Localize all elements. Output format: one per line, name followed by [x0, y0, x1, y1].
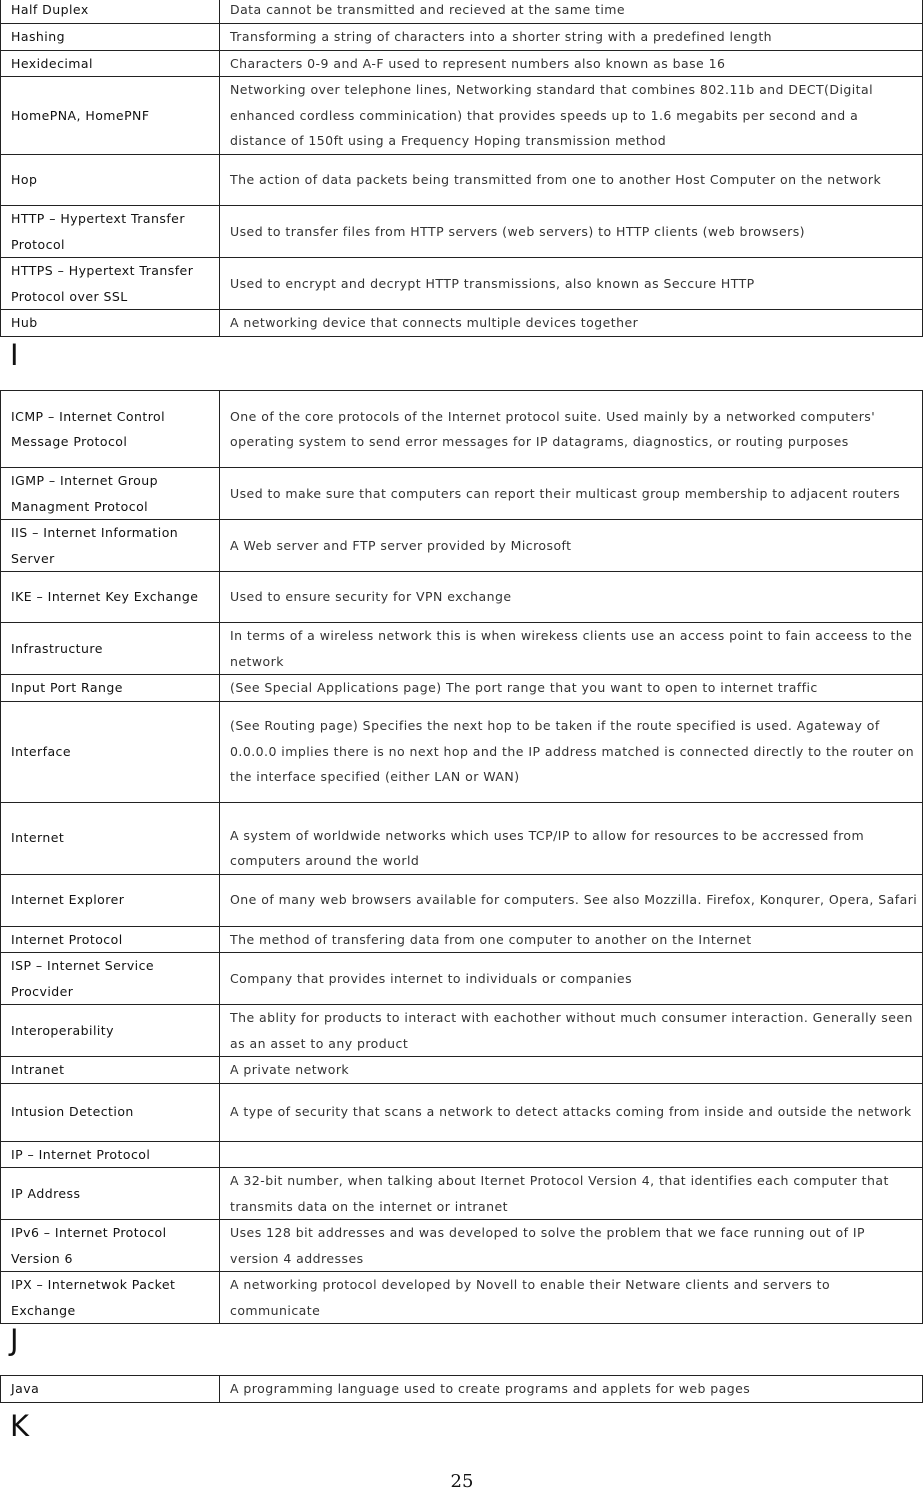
table-row [1, 0, 923, 24]
definition-cell: In terms of a wireless network this is when wirekess clients use an access point to fain acceess to the network [220, 623, 923, 675]
term-cell: Interoperability [1, 1005, 220, 1057]
table-row [1, 1083, 923, 1141]
definition-cell: The ablity for products to interact with eachother without much consumer interaction. Generally seen as an asset to any product [220, 1005, 923, 1057]
term-cell: ISP – Internet Service Procvider [1, 953, 220, 1005]
term-cell: Java [1, 1376, 220, 1403]
definition-cell: One of the core protocols of the Internet protocol suite. Used mainly by a networked computers' operating system to send error messages for IP datagrams, diagnostics, or routing purposes [220, 391, 923, 468]
term-cell: Internet Explorer [1, 874, 220, 926]
term-cell: IIS – Internet Information Server [1, 520, 220, 572]
table-row [1, 874, 923, 926]
definition-cell: Used to transfer files from HTTP servers (web servers) to HTTP clients (web browsers) [220, 206, 923, 258]
term-cell: Intranet [1, 1057, 220, 1084]
table-row [1, 391, 923, 468]
term-cell: IPX – Internetwok Packet Exchange [1, 1272, 220, 1324]
table-row [1, 1057, 923, 1084]
table-row [1, 206, 923, 258]
table-row [1, 926, 923, 953]
term-cell: IGMP – Internet Group Managment Protocol [1, 468, 220, 520]
term-cell: IPv6 – Internet Protocol Version 6 [1, 1220, 220, 1272]
definition-cell: Company that provides internet to individuals or companies [220, 953, 923, 1005]
table-row [1, 802, 923, 874]
term-cell: IP Address [1, 1168, 220, 1220]
definition-cell: Data cannot be transmitted and recieved at the same time [220, 0, 923, 24]
definition-cell: Used to make sure that computers can report their multicast group membership to adjacent routers [220, 468, 923, 520]
definition-cell: A type of security that scans a network to detect attacks coming from inside and outside the network [220, 1083, 923, 1141]
definition-cell: (See Special Applications page) The port range that you want to open to internet traffic [220, 675, 923, 702]
term-cell: HTTP – Hypertext Transfer Protocol [1, 206, 220, 258]
definition-cell: Networking over telephone lines, Networking standard that combines 802.11b and DECT(Digital enhanced cordless comminication) that provides speeds up to 1.6 megabits per second and a distance of 150ft using a Frequency Hoping transmission method [220, 77, 923, 155]
definition-cell: A networking device that connects multiple devices together [220, 310, 923, 337]
definition-cell: A 32-bit number, when talking about Iternet Protocol Version 4, that identifies each computer that transmits data on the internet or intranet [220, 1168, 923, 1220]
section-heading-k: K [10, 1409, 30, 1443]
term-cell: Intusion Detection [1, 1083, 220, 1141]
term-cell: Hashing [1, 24, 220, 51]
definition-cell: The method of transfering data from one computer to another on the Internet [220, 926, 923, 953]
page-number: 25 [450, 1471, 474, 1492]
term-cell: HomePNA, HomePNF [1, 77, 220, 155]
term-cell: Hub [1, 310, 220, 337]
term-cell: Hop [1, 155, 220, 206]
table-row [1, 1220, 923, 1272]
definition-cell [220, 1141, 923, 1168]
table-row [1, 623, 923, 675]
table-row [1, 258, 923, 310]
section-heading-i: I [10, 338, 19, 372]
term-cell: IP – Internet Protocol [1, 1141, 220, 1168]
definition-cell: Uses 128 bit addresses and was developed to solve the problem that we face running out of IP version 4 addresses [220, 1220, 923, 1272]
section-heading-j: J [10, 1323, 19, 1357]
table-row [1, 1272, 923, 1324]
term-cell: Input Port Range [1, 675, 220, 702]
term-cell: ICMP – Internet Control Message Protocol [1, 391, 220, 468]
table-row [1, 310, 923, 337]
glossary-table-j [0, 1375, 923, 1403]
definition-cell: One of many web browsers available for computers. See also Mozzilla. Firefox, Konqurer, Opera, Safari [220, 874, 923, 926]
table-row [1, 520, 923, 572]
definition-cell: (See Routing page) Specifies the next hop to be taken if the route specified is used. Agateway of 0.0.0.0 implies there is no next hop and the IP address matched is connected directly to the router on the interface specified (either LAN or WAN) [220, 701, 923, 802]
table-row [1, 1005, 923, 1057]
table-row [1, 953, 923, 1005]
table-row [1, 24, 923, 51]
glossary-table-h [0, 0, 923, 337]
term-cell: Interface [1, 701, 220, 802]
definition-cell: A system of worldwide networks which uses TCP/IP to allow for resources to be accressed from computers around the world [220, 802, 923, 874]
definition-cell: Characters 0-9 and A-F used to represent numbers also known as base 16 [220, 50, 923, 77]
term-cell: HTTPS – Hypertext Transfer Protocol over SSL [1, 258, 220, 310]
definition-cell: A programming language used to create programs and applets for web pages [220, 1376, 923, 1403]
definition-cell: Used to encrypt and decrypt HTTP transmissions, also known as Seccure HTTP [220, 258, 923, 310]
table-row [1, 675, 923, 702]
definition-cell: A networking protocol developed by Novell to enable their Netware clients and servers to communicate [220, 1272, 923, 1324]
term-cell: Internet Protocol [1, 926, 220, 953]
table-row [1, 50, 923, 77]
term-cell: Infrastructure [1, 623, 220, 675]
table-row [1, 155, 923, 206]
term-cell: Internet [1, 802, 220, 874]
definition-cell: A private network [220, 1057, 923, 1084]
term-cell: Hexidecimal [1, 50, 220, 77]
definition-cell: A Web server and FTP server provided by Microsoft [220, 520, 923, 572]
glossary-table-i [0, 390, 923, 1324]
table-row [1, 1376, 923, 1403]
table-row [1, 572, 923, 623]
term-cell: IKE – Internet Key Exchange [1, 572, 220, 623]
table-row [1, 1141, 923, 1168]
definition-cell: The action of data packets being transmitted from one to another Host Computer on the network [220, 155, 923, 206]
table-row [1, 77, 923, 155]
definition-cell: Used to ensure security for VPN exchange [220, 572, 923, 623]
definition-cell: Transforming a string of characters into a shorter string with a predefined length [220, 24, 923, 51]
table-row [1, 468, 923, 520]
term-cell: Half Duplex [1, 0, 220, 24]
table-row [1, 1168, 923, 1220]
table-row [1, 701, 923, 802]
